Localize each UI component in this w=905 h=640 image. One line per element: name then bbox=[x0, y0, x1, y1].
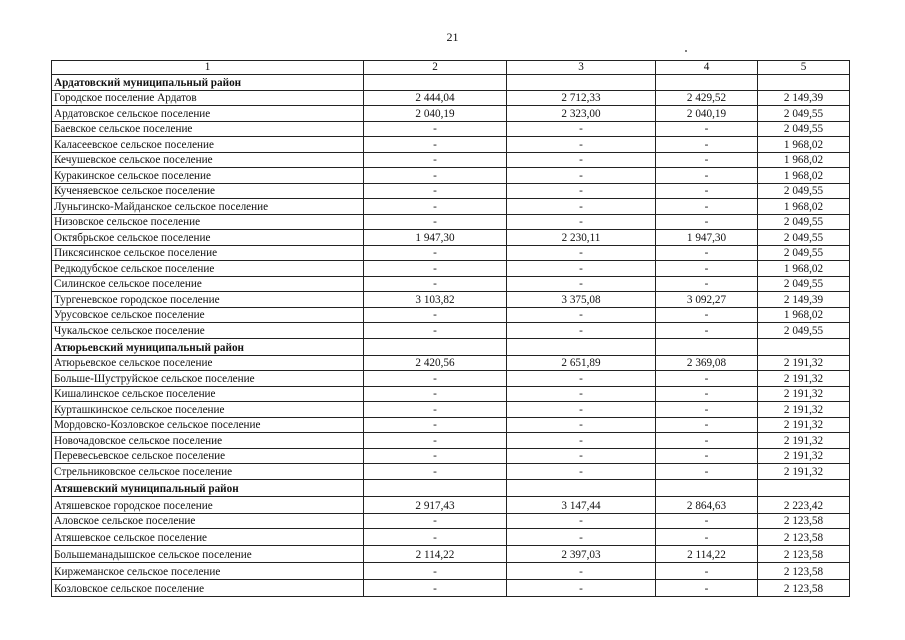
value-cell-col2: 2 917,43 bbox=[364, 496, 507, 513]
value-cell-col4: - bbox=[656, 276, 758, 292]
column-header: 3 bbox=[507, 61, 656, 75]
value-cell-col2: - bbox=[364, 261, 507, 277]
table-row bbox=[52, 183, 850, 199]
value-cell-col5: 2 123,58 bbox=[758, 563, 850, 580]
header-row bbox=[52, 61, 850, 75]
table-row bbox=[52, 152, 850, 168]
value-cell-col3: - bbox=[507, 214, 656, 230]
settlement-name-cell: Городское поселение Ардатов bbox=[52, 90, 364, 106]
value-cell-col2: - bbox=[364, 448, 507, 464]
settlement-name-cell: Каласеевское сельское поселение bbox=[52, 137, 364, 153]
tariff-table bbox=[51, 60, 850, 597]
table-row bbox=[52, 448, 850, 464]
value-cell-col4: - bbox=[656, 580, 758, 597]
value-cell-col3: - bbox=[507, 402, 656, 418]
value-cell-col4: - bbox=[656, 121, 758, 137]
settlement-name-cell: Редкодубское сельское поселение bbox=[52, 261, 364, 277]
value-cell-col3: - bbox=[507, 386, 656, 402]
district-name-cell: Ардатовский муниципальный район bbox=[52, 75, 364, 91]
value-cell-col4: - bbox=[656, 199, 758, 215]
value-cell-col3: 2 323,00 bbox=[507, 106, 656, 122]
district-row bbox=[52, 338, 850, 355]
value-cell-col2: 3 103,82 bbox=[364, 292, 507, 308]
value-cell-col3: 3 147,44 bbox=[507, 496, 656, 513]
value-cell-col5: 2 049,55 bbox=[758, 214, 850, 230]
value-cell-col3: - bbox=[507, 276, 656, 292]
scan-speck bbox=[685, 50, 687, 52]
settlement-name-cell: Новочадовское сельское поселение bbox=[52, 433, 364, 449]
value-cell-col5: 2 049,55 bbox=[758, 276, 850, 292]
value-cell-col2: - bbox=[364, 199, 507, 215]
value-cell-col4: - bbox=[656, 386, 758, 402]
value-cell-col3: - bbox=[507, 261, 656, 277]
value-cell-col3: - bbox=[507, 513, 656, 529]
settlement-name-cell: Больше-Шуструйское сельское поселение bbox=[52, 371, 364, 387]
value-cell-col5: 2 191,32 bbox=[758, 402, 850, 418]
value-cell-col2: - bbox=[364, 529, 507, 546]
value-cell-col3: - bbox=[507, 152, 656, 168]
value-cell-col5 bbox=[758, 75, 850, 91]
settlement-name-cell: Кишалинское сельское поселение bbox=[52, 386, 364, 402]
value-cell-col5: 1 968,02 bbox=[758, 261, 850, 277]
settlement-name-cell: Аловское сельское поселение bbox=[52, 513, 364, 529]
value-cell-col2: - bbox=[364, 402, 507, 418]
value-cell-col2: - bbox=[364, 137, 507, 153]
value-cell-col3 bbox=[507, 479, 656, 496]
value-cell-col2: 1 947,30 bbox=[364, 230, 507, 246]
settlement-name-cell: Баевское сельское поселение bbox=[52, 121, 364, 137]
value-cell-col4: - bbox=[656, 152, 758, 168]
settlement-name-cell: Пиксясинское сельское поселение bbox=[52, 245, 364, 261]
value-cell-col4 bbox=[656, 75, 758, 91]
value-cell-col2: - bbox=[364, 563, 507, 580]
table-row bbox=[52, 386, 850, 402]
settlement-name-cell: Кечушевское сельское поселение bbox=[52, 152, 364, 168]
table-row bbox=[52, 106, 850, 122]
value-cell-col3: 2 712,33 bbox=[507, 90, 656, 106]
district-row bbox=[52, 479, 850, 496]
value-cell-col5: 2 191,32 bbox=[758, 448, 850, 464]
value-cell-col4: 2 429,52 bbox=[656, 90, 758, 106]
value-cell-col2: - bbox=[364, 513, 507, 529]
settlement-name-cell: Октябрьское сельское поселение bbox=[52, 230, 364, 246]
value-cell-col2: - bbox=[364, 433, 507, 449]
value-cell-col4: - bbox=[656, 464, 758, 480]
value-cell-col5: 2 049,55 bbox=[758, 230, 850, 246]
value-cell-col5: 2 123,58 bbox=[758, 580, 850, 597]
table-row bbox=[52, 496, 850, 513]
value-cell-col5: 2 049,55 bbox=[758, 183, 850, 199]
value-cell-col5 bbox=[758, 338, 850, 355]
settlement-name-cell: Куракинское сельское поселение bbox=[52, 168, 364, 184]
settlement-name-cell: Кученяевское сельское поселение bbox=[52, 183, 364, 199]
settlement-name-cell: Низовское сельское поселение bbox=[52, 214, 364, 230]
table-row bbox=[52, 276, 850, 292]
settlement-name-cell: Силинское сельское поселение bbox=[52, 276, 364, 292]
value-cell-col3: - bbox=[507, 417, 656, 433]
table-row bbox=[52, 323, 850, 339]
value-cell-col5: 1 968,02 bbox=[758, 199, 850, 215]
value-cell-col5: 2 191,32 bbox=[758, 386, 850, 402]
value-cell-col4: - bbox=[656, 529, 758, 546]
value-cell-col5: 2 191,32 bbox=[758, 371, 850, 387]
value-cell-col3: - bbox=[507, 121, 656, 137]
value-cell-col5: 2 191,32 bbox=[758, 433, 850, 449]
value-cell-col3: - bbox=[507, 168, 656, 184]
table-row bbox=[52, 464, 850, 480]
value-cell-col4: 2 114,22 bbox=[656, 546, 758, 563]
value-cell-col2: - bbox=[364, 121, 507, 137]
value-cell-col3: - bbox=[507, 464, 656, 480]
column-header: 4 bbox=[656, 61, 758, 75]
value-cell-col2: - bbox=[364, 183, 507, 199]
column-header: 5 bbox=[758, 61, 850, 75]
value-cell-col4: - bbox=[656, 245, 758, 261]
value-cell-col2: - bbox=[364, 386, 507, 402]
table-row bbox=[52, 546, 850, 563]
table-body bbox=[52, 61, 850, 597]
value-cell-col4: 2 864,63 bbox=[656, 496, 758, 513]
settlement-name-cell: Урусовское сельское поселение bbox=[52, 307, 364, 323]
table-row bbox=[52, 245, 850, 261]
value-cell-col3: - bbox=[507, 371, 656, 387]
value-cell-col3: - bbox=[507, 137, 656, 153]
value-cell-col2: - bbox=[364, 371, 507, 387]
table-row bbox=[52, 355, 850, 371]
column-header: 1 bbox=[52, 61, 364, 75]
value-cell-col5: 1 968,02 bbox=[758, 307, 850, 323]
value-cell-col5: 2 123,58 bbox=[758, 546, 850, 563]
table-row bbox=[52, 137, 850, 153]
settlement-name-cell: Мордовско-Козловское сельское поселение bbox=[52, 417, 364, 433]
value-cell-col5: 2 149,39 bbox=[758, 292, 850, 308]
value-cell-col5: 1 968,02 bbox=[758, 137, 850, 153]
table-row bbox=[52, 371, 850, 387]
value-cell-col4 bbox=[656, 479, 758, 496]
value-cell-col5: 1 968,02 bbox=[758, 168, 850, 184]
value-cell-col5: 2 049,55 bbox=[758, 323, 850, 339]
value-cell-col5: 2 049,55 bbox=[758, 121, 850, 137]
table-row bbox=[52, 261, 850, 277]
value-cell-col2: - bbox=[364, 580, 507, 597]
value-cell-col4 bbox=[656, 338, 758, 355]
value-cell-col5: 2 149,39 bbox=[758, 90, 850, 106]
value-cell-col2: - bbox=[364, 214, 507, 230]
settlement-name-cell: Атяшевское сельское поселение bbox=[52, 529, 364, 546]
value-cell-col3: - bbox=[507, 529, 656, 546]
value-cell-col3: - bbox=[507, 183, 656, 199]
table-row bbox=[52, 580, 850, 597]
value-cell-col3: - bbox=[507, 580, 656, 597]
value-cell-col2: - bbox=[364, 464, 507, 480]
value-cell-col5: 1 968,02 bbox=[758, 152, 850, 168]
value-cell-col4: - bbox=[656, 371, 758, 387]
value-cell-col3: 2 651,89 bbox=[507, 355, 656, 371]
value-cell-col4: - bbox=[656, 183, 758, 199]
column-header: 2 bbox=[364, 61, 507, 75]
page-number: 21 bbox=[446, 30, 459, 44]
table-row bbox=[52, 214, 850, 230]
value-cell-col5: 2 123,58 bbox=[758, 529, 850, 546]
value-cell-col2: 2 114,22 bbox=[364, 546, 507, 563]
value-cell-col3: - bbox=[507, 448, 656, 464]
value-cell-col2: - bbox=[364, 245, 507, 261]
value-cell-col2 bbox=[364, 75, 507, 91]
value-cell-col2: - bbox=[364, 417, 507, 433]
value-cell-col4: - bbox=[656, 137, 758, 153]
value-cell-col2 bbox=[364, 338, 507, 355]
value-cell-col4: 2 369,08 bbox=[656, 355, 758, 371]
settlement-name-cell: Ардатовское сельское поселение bbox=[52, 106, 364, 122]
value-cell-col5: 2 223,42 bbox=[758, 496, 850, 513]
value-cell-col2: 2 040,19 bbox=[364, 106, 507, 122]
value-cell-col4: - bbox=[656, 417, 758, 433]
table-row bbox=[52, 563, 850, 580]
settlement-name-cell: Курташкинское сельское поселение bbox=[52, 402, 364, 418]
table-row bbox=[52, 433, 850, 449]
value-cell-col3: - bbox=[507, 307, 656, 323]
value-cell-col4: - bbox=[656, 323, 758, 339]
value-cell-col3: 2 230,11 bbox=[507, 230, 656, 246]
value-cell-col3: 3 375,08 bbox=[507, 292, 656, 308]
value-cell-col3 bbox=[507, 75, 656, 91]
table-row bbox=[52, 90, 850, 106]
settlement-name-cell: Атюрьевское сельское поселение bbox=[52, 355, 364, 371]
value-cell-col2: - bbox=[364, 323, 507, 339]
table-row bbox=[52, 230, 850, 246]
settlement-name-cell: Киржеманское сельское поселение bbox=[52, 563, 364, 580]
settlement-name-cell: Перевесьевское сельское поселение bbox=[52, 448, 364, 464]
value-cell-col5: 2 123,58 bbox=[758, 513, 850, 529]
value-cell-col2: - bbox=[364, 307, 507, 323]
value-cell-col3: - bbox=[507, 199, 656, 215]
value-cell-col3: - bbox=[507, 245, 656, 261]
value-cell-col5: 2 191,32 bbox=[758, 355, 850, 371]
value-cell-col2: - bbox=[364, 152, 507, 168]
table-row bbox=[52, 121, 850, 137]
value-cell-col3: - bbox=[507, 563, 656, 580]
value-cell-col4: - bbox=[656, 168, 758, 184]
value-cell-col4: - bbox=[656, 307, 758, 323]
table-row bbox=[52, 307, 850, 323]
settlement-name-cell: Тургеневское городское поселение bbox=[52, 292, 364, 308]
table-row bbox=[52, 402, 850, 418]
value-cell-col4: - bbox=[656, 433, 758, 449]
value-cell-col2: 2 444,04 bbox=[364, 90, 507, 106]
table-row bbox=[52, 199, 850, 215]
settlement-name-cell: Козловское сельское поселение bbox=[52, 580, 364, 597]
settlement-name-cell: Чукальское сельское поселение bbox=[52, 323, 364, 339]
value-cell-col4: 1 947,30 bbox=[656, 230, 758, 246]
value-cell-col2: - bbox=[364, 168, 507, 184]
value-cell-col4: - bbox=[656, 563, 758, 580]
value-cell-col2 bbox=[364, 479, 507, 496]
settlement-name-cell: Большеманадышское сельское поселение bbox=[52, 546, 364, 563]
table-row bbox=[52, 168, 850, 184]
value-cell-col4: - bbox=[656, 261, 758, 277]
value-cell-col4: 2 040,19 bbox=[656, 106, 758, 122]
value-cell-col3 bbox=[507, 338, 656, 355]
value-cell-col5: 2 191,32 bbox=[758, 464, 850, 480]
district-name-cell: Атюрьевский муниципальный район bbox=[52, 338, 364, 355]
settlement-name-cell: Атяшевское городское поселение bbox=[52, 496, 364, 513]
value-cell-col5 bbox=[758, 479, 850, 496]
settlement-name-cell: Стрельниковское сельское поселение bbox=[52, 464, 364, 480]
value-cell-col4: - bbox=[656, 448, 758, 464]
value-cell-col3: - bbox=[507, 323, 656, 339]
value-cell-col5: 2 049,55 bbox=[758, 245, 850, 261]
district-row bbox=[52, 75, 850, 91]
district-name-cell: Атяшевский муниципальный район bbox=[52, 479, 364, 496]
value-cell-col4: - bbox=[656, 513, 758, 529]
settlement-name-cell: Луньгинско-Майданское сельское поселение bbox=[52, 199, 364, 215]
table-row bbox=[52, 417, 850, 433]
table-row bbox=[52, 292, 850, 308]
value-cell-col3: - bbox=[507, 433, 656, 449]
value-cell-col5: 2 191,32 bbox=[758, 417, 850, 433]
value-cell-col2: - bbox=[364, 276, 507, 292]
value-cell-col4: - bbox=[656, 402, 758, 418]
value-cell-col2: 2 420,56 bbox=[364, 355, 507, 371]
value-cell-col5: 2 049,55 bbox=[758, 106, 850, 122]
table-row bbox=[52, 529, 850, 546]
value-cell-col4: - bbox=[656, 214, 758, 230]
value-cell-col4: 3 092,27 bbox=[656, 292, 758, 308]
value-cell-col3: 2 397,03 bbox=[507, 546, 656, 563]
table-row bbox=[52, 513, 850, 529]
